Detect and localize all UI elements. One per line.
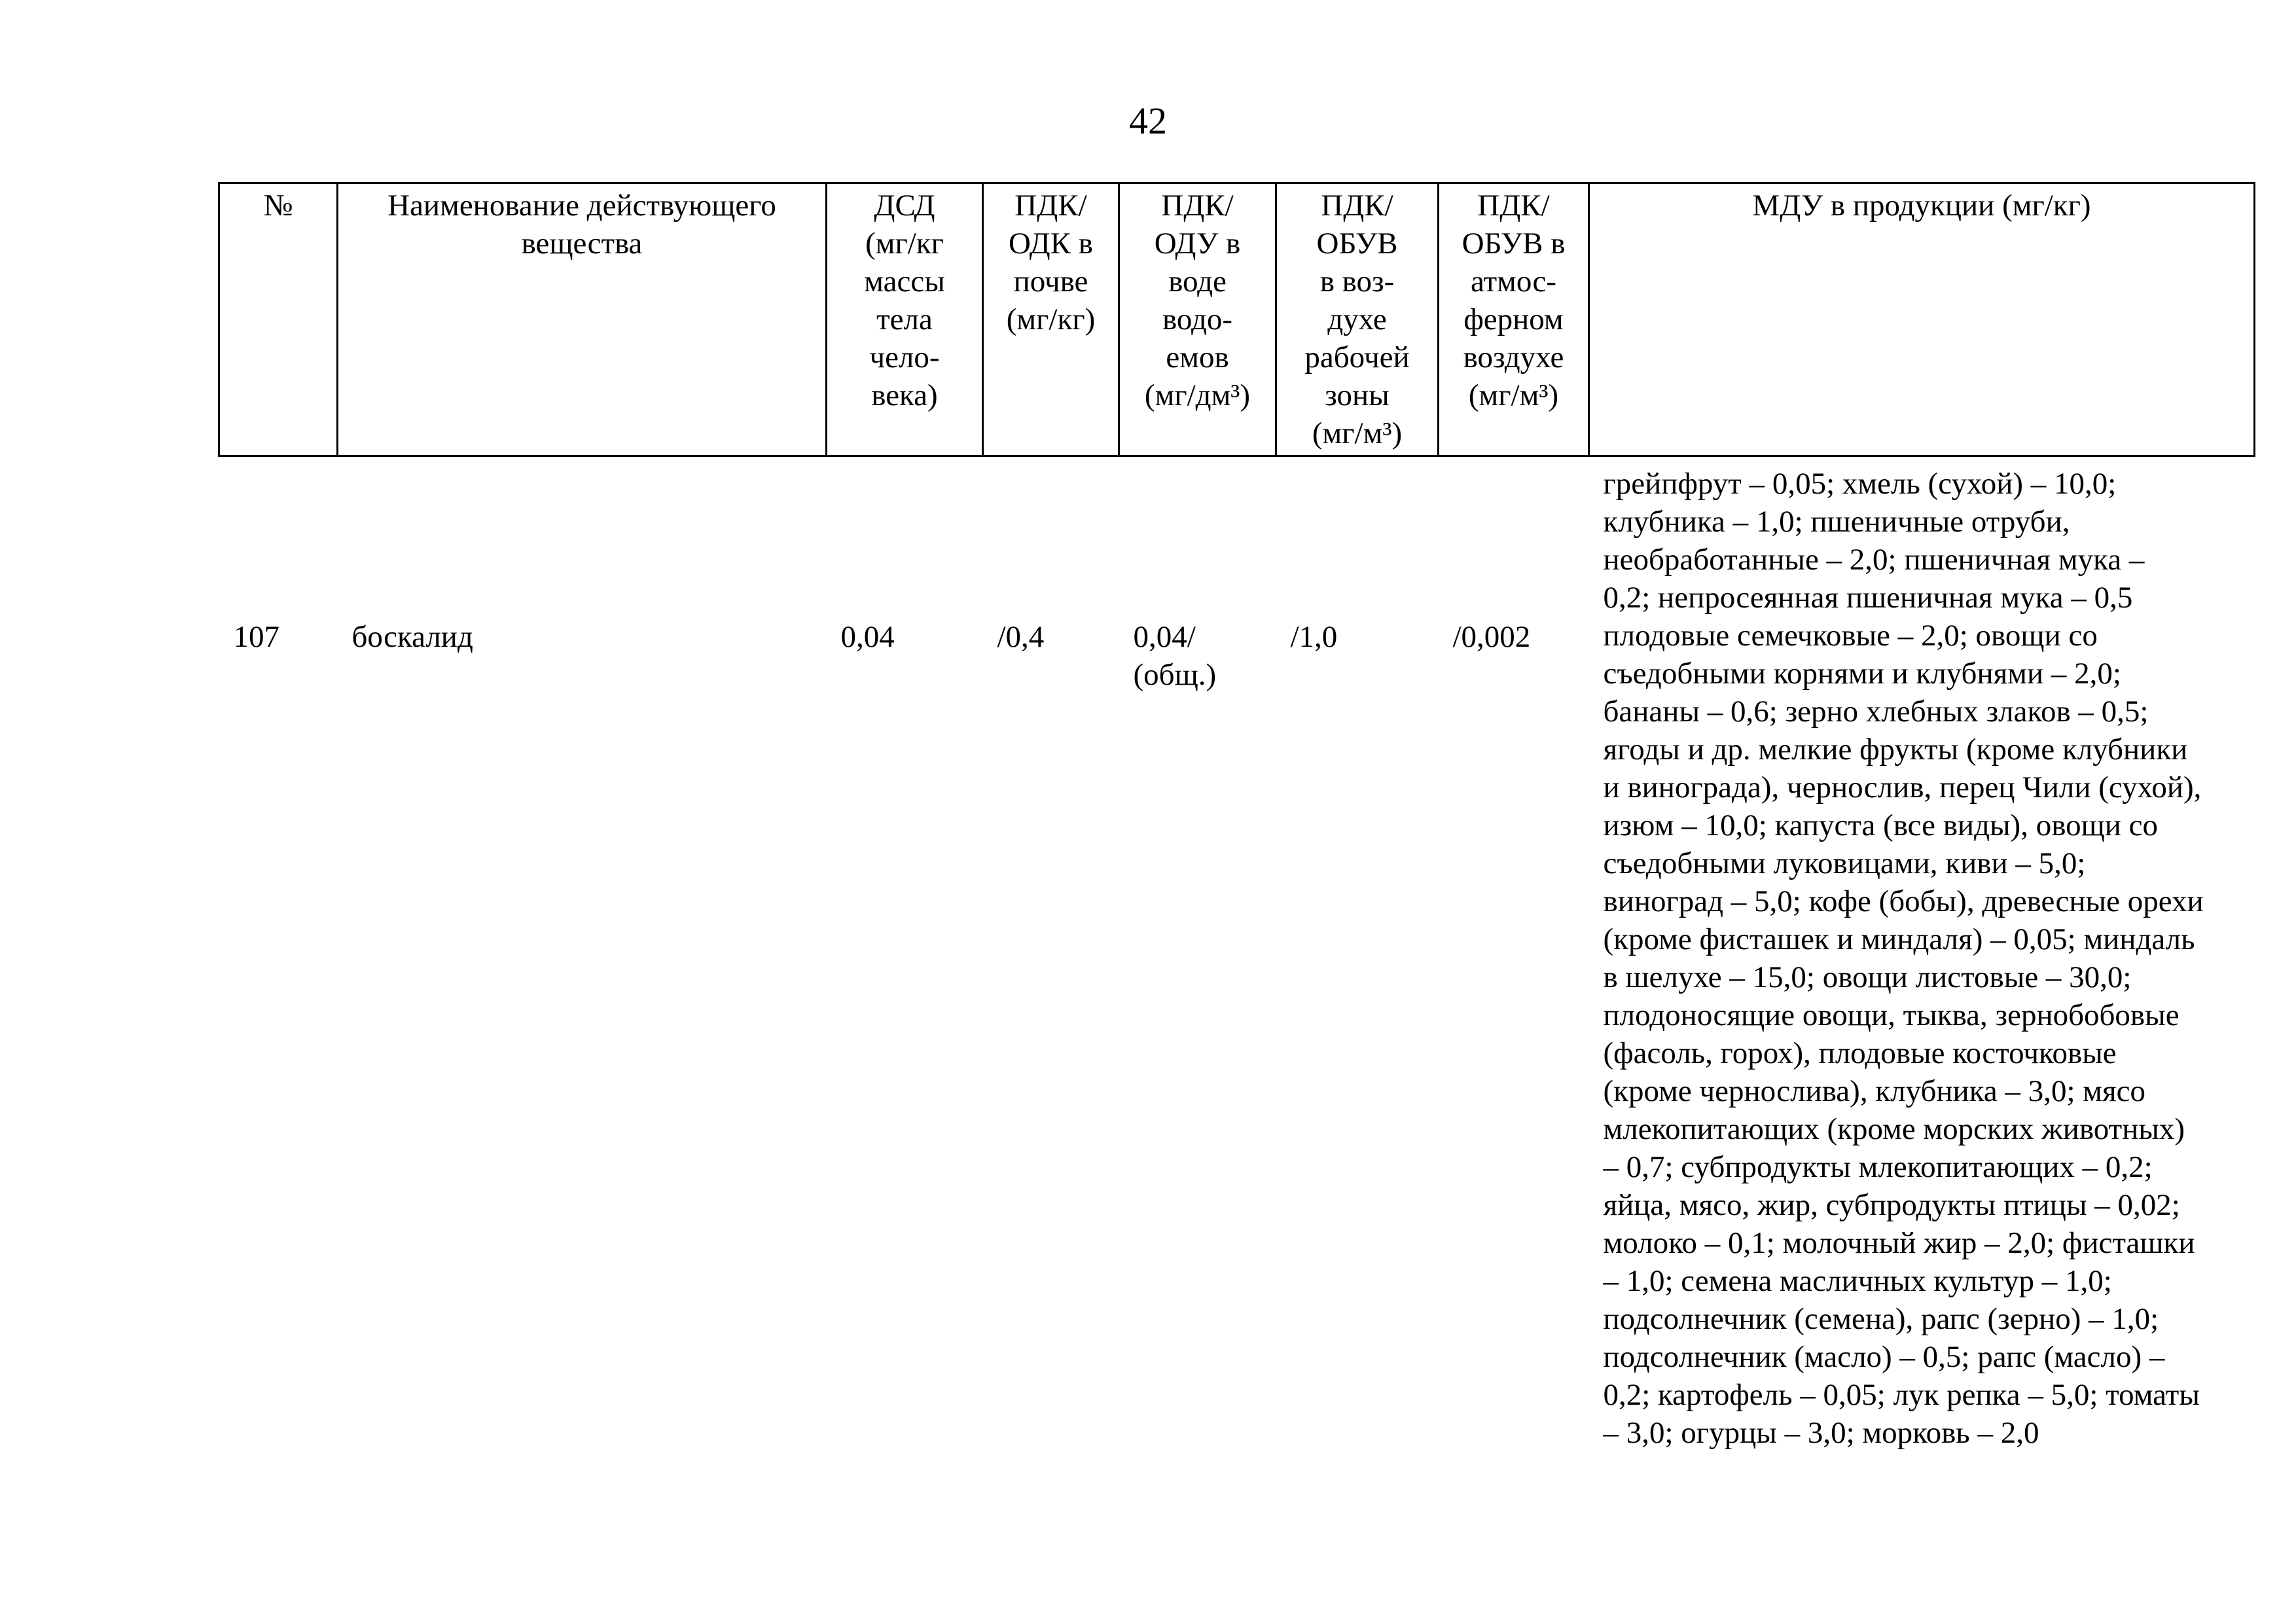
header-line: воздухе [1463,340,1564,374]
header-line: (мг/м³) [1312,416,1403,450]
cell-substance-name: боскалид [351,619,473,654]
cell-pdk-water-note: (общ.) [1133,657,1217,692]
mdu-line: в шелухе – 15,0; овощи листовые – 30,0; [1603,960,2132,994]
header-substance-name [338,183,827,456]
header-pdk-water [1119,183,1276,456]
header-line: массы [864,264,945,298]
mdu-line: плодоносящие овощи, тыква, зернобобовые [1603,998,2179,1032]
header-line: водо- [1162,302,1233,336]
mdu-line: – 1,0; семена масличных культур – 1,0; [1603,1264,2112,1298]
mdu-line: плодовые семечковые – 2,0; овощи со [1603,619,2098,653]
header-line: емов [1166,340,1229,374]
mdu-line: (фасоль, горох), плодовые косточковые [1603,1036,2117,1070]
header-line: (мг/кг [865,226,944,261]
header-line: вещества [521,226,643,261]
mdu-line: – 3,0; огурцы – 3,0; морковь – 2,0 [1603,1416,2039,1450]
mdu-line: изюм – 10,0; капуста (все виды), овощи со [1603,808,2159,842]
header-line: (мг/кг) [1006,302,1096,336]
pesticide-standards-table [218,182,2255,1452]
header-line: ПДК/ [1014,189,1087,223]
header-pdk-soil [983,183,1119,456]
cell-number: 107 [233,619,279,654]
mdu-line: ягоды и др. мелкие фрукты (кроме клубники [1603,732,2188,767]
mdu-line: бананы – 0,6; зерно хлебных злаков – 0,5; [1603,695,2149,729]
table-header-row [219,183,2255,456]
header-line: рабочей [1304,340,1410,374]
mdu-line: виноград – 5,0; кофе (бобы), древесные орехи [1603,884,2204,918]
mdu-line: клубника – 1,0; пшеничные отруби, [1603,505,2070,539]
header-line: века) [871,378,938,412]
mdu-line: яйца, мясо, жир, субпродукты птицы – 0,02; [1603,1188,2180,1222]
cell-mdu [1589,456,2255,1453]
mdu-line: съедобными луковицами, киви – 5,0; [1603,846,2086,880]
header-line: атмос- [1470,264,1557,298]
header-line: МДУ в продукции (мг/кг) [1752,189,2091,223]
mdu-line: (кроме фисташек и миндаля) – 0,05; миндаль [1603,922,2195,956]
header-line: ПДК/ [1477,189,1550,223]
cell-pdk-work-air: /1,0 [1290,619,1338,654]
header-line: (мг/дм³) [1144,378,1251,412]
mdu-line: млекопитающих (кроме морских животных) [1603,1112,2185,1146]
header-line: ПДК/ [1321,189,1393,223]
header-pdk-work-air [1276,183,1439,456]
cell-pdk-water-value: 0,04/ [1133,619,1196,654]
mdu-line: подсолнечник (масло) – 0,5; рапс (масло) – [1603,1340,2165,1374]
cell-dsd: 0,04 [840,619,895,654]
cell-pdk-atmospheric-air: /0,002 [1452,619,1531,654]
header-line: Наименование действующего [387,189,776,223]
header-line: тела [876,302,933,336]
header-line: ПДК/ [1161,189,1234,223]
header-line: ОБУВ [1316,226,1398,261]
header-line: ОДУ в [1154,226,1241,261]
header-line: ОДК в [1009,226,1093,261]
header-line: ДСД [874,189,935,223]
mdu-line: молоко – 0,1; молочный жир – 2,0; фисташки [1603,1226,2195,1260]
cell-pdk-water [1119,456,1276,1453]
page-number: 42 [1129,99,1167,142]
mdu-line: съедобными корнями и клубнями – 2,0; [1603,657,2121,691]
header-number [219,183,338,456]
header-line: № [263,189,293,223]
mdu-line: 0,2; непросеянная пшеничная мука – 0,5 [1603,581,2133,615]
header-pdk-atmospheric-air [1439,183,1589,456]
mdu-line: 0,2; картофель – 0,05; лук репка – 5,0; томаты [1603,1378,2200,1412]
mdu-line: необработанные – 2,0; пшеничная мука – [1603,543,2145,577]
header-line: ферном [1463,302,1564,336]
mdu-line: подсолнечник (семена), рапс (зерно) – 1,0; [1603,1302,2159,1336]
header-line: чело- [869,340,940,374]
header-line: зоны [1325,378,1390,412]
mdu-line: – 0,7; субпродукты млекопитающих – 0,2; [1603,1150,2153,1184]
header-dsd [827,183,983,456]
table-row [219,456,2255,1453]
header-mdu [1589,183,2255,456]
mdu-line: (кроме чернослива), клубника – 3,0; мясо [1603,1074,2145,1108]
header-line: в воз- [1319,264,1395,298]
header-line: (мг/м³) [1468,378,1559,412]
header-line: ОБУВ в [1462,226,1566,261]
header-line: почве [1013,264,1088,298]
mdu-line: грейпфрут – 0,05; хмель (сухой) – 10,0; [1603,467,2117,501]
cell-pdk-soil: /0,4 [997,619,1045,654]
header-line: духе [1327,302,1387,336]
header-line: воде [1168,264,1227,298]
mdu-line: и винограда), чернослив, перец Чили (сухой), [1603,770,2202,804]
